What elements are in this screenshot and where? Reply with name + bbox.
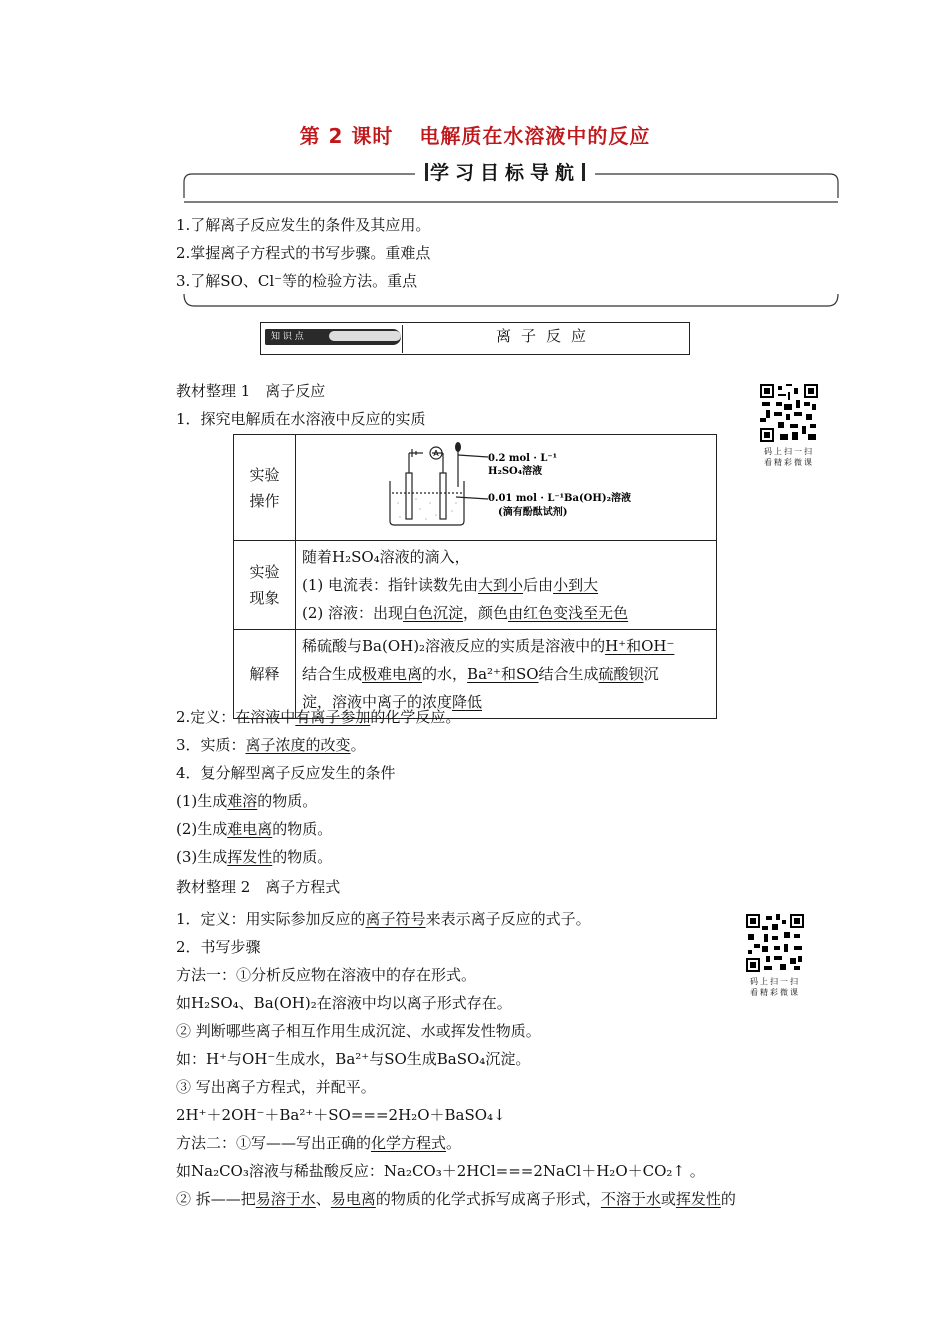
definition-line: 1．定义：用实际参加反应的离子符号来表示离子反应的式子。: [176, 910, 591, 928]
qr-caption: 码上扫一扫: [764, 447, 814, 456]
knowledge-point-heading: 离子反应: [495, 327, 596, 345]
apparatus-diagram: [302, 437, 712, 529]
ionic-equation: 2H⁺＋2OH⁻＋Ba²⁺＋SO===2H₂O＋BaSO₄↓: [176, 1106, 506, 1124]
lesson-title: 电解质在水溶液中的反应: [419, 124, 651, 148]
explanation-cell: 稀硫酸与Ba(OH)₂溶液反应的实质是溶液中的H⁺和OH⁻ 结合生成极难电离的水，Ba²⁺和SO结合生成硫酸钡沉 淀，溶液中离子的浓度降低: [296, 630, 717, 719]
phenomenon-cell: 随着H₂SO₄溶液的滴入， (1) 电流表：指针读数先由大到小后由小到大 (2) 溶液：出现白色沉淀，颜色由红色变浅至无色: [296, 541, 717, 630]
knowledge-point-header: [260, 322, 690, 355]
section-heading: 教材整理 2 离子方程式: [176, 878, 341, 896]
dropper-icon: [455, 442, 461, 452]
subsection-heading: 1．探究电解质在水溶液中反应的实质: [176, 410, 426, 428]
qr-code-icon: [760, 384, 818, 442]
ammeter-label: A: [433, 449, 439, 458]
condition-item: (2)生成难电离的物质。: [176, 820, 333, 838]
method-line: 如Na₂CO₃溶液与稀盐酸反应：Na₂CO₃＋2HCl===2NaCl＋H₂O＋CO₂↑ 。: [176, 1162, 705, 1180]
method-line: 方法一：①分析反应物在溶液中的存在形式。: [176, 966, 477, 984]
objective-item: 3.了解SO、Cl⁻等的检验方法。重点: [176, 272, 418, 290]
method-line: 如：H⁺与OH⁻生成水，Ba²⁺与SO生成BaSO₄沉淀。: [176, 1050, 531, 1068]
essence-line: 3．实质：离子浓度的改变。: [176, 736, 366, 754]
definition-line: 2.定义：在溶液中有离子参加的化学反应。: [176, 708, 461, 726]
qr-caption: 看精彩微课: [764, 458, 814, 467]
method-line: 方法二：①写——写出正确的化学方程式。: [176, 1134, 462, 1152]
row-header-phenomenon: 实验 现象: [234, 541, 296, 630]
steps-heading: 2．书写步骤: [176, 938, 261, 956]
objective-item: 2.掌握离子方程式的书写步骤。重难点: [176, 244, 431, 262]
qr-caption: 看精彩微课: [750, 988, 800, 997]
row-header-explanation: 解释: [234, 630, 296, 719]
method-line: ③ 写出离子方程式，并配平。: [176, 1078, 376, 1096]
section-heading: 教材整理 1 离子反应: [176, 382, 326, 400]
method-line: ② 拆——把易溶于水、易电离的物质的化学式拆写成离子形式，不溶于水或挥发性的: [176, 1190, 736, 1208]
condition-item: (1)生成难溶的物质。: [176, 792, 318, 810]
qr-caption: 码上扫一扫: [750, 977, 800, 986]
apparatus-figure: [296, 435, 717, 541]
method-line: ② 判断哪些离子相互作用生成沉淀、水或挥发性物质。: [176, 1022, 541, 1040]
qr-code-icon: [746, 914, 804, 972]
page-title: [0, 120, 950, 149]
apparatus-label: 0.2 mol · L⁻¹: [488, 453, 558, 464]
row-header-operation: 实验 操作: [234, 435, 296, 541]
apparatus-label: (滴有酚酞试剂): [498, 507, 568, 518]
conditions-heading: 4．复分解型离子反应发生的条件: [176, 764, 396, 782]
lesson-number: 第 2 课时: [299, 124, 394, 148]
experiment-table: [233, 434, 717, 719]
qr-code-1[interactable]: [760, 384, 818, 468]
knowledge-point-tag: 知 识 点: [265, 329, 401, 345]
apparatus-label: 0.01 mol · L⁻¹Ba(OH)₂溶液: [488, 493, 631, 504]
condition-item: (3)生成挥发性的物质。: [176, 848, 333, 866]
objectives-banner: 学习目标导航: [415, 160, 595, 186]
method-line: 如H₂SO₄、Ba(OH)₂在溶液中均以离子形式存在。: [176, 994, 512, 1012]
objective-item: 1.了解离子反应发生的条件及其应用。: [176, 216, 431, 234]
apparatus-label: H₂SO₄溶液: [488, 466, 543, 477]
qr-code-2[interactable]: [746, 914, 804, 998]
